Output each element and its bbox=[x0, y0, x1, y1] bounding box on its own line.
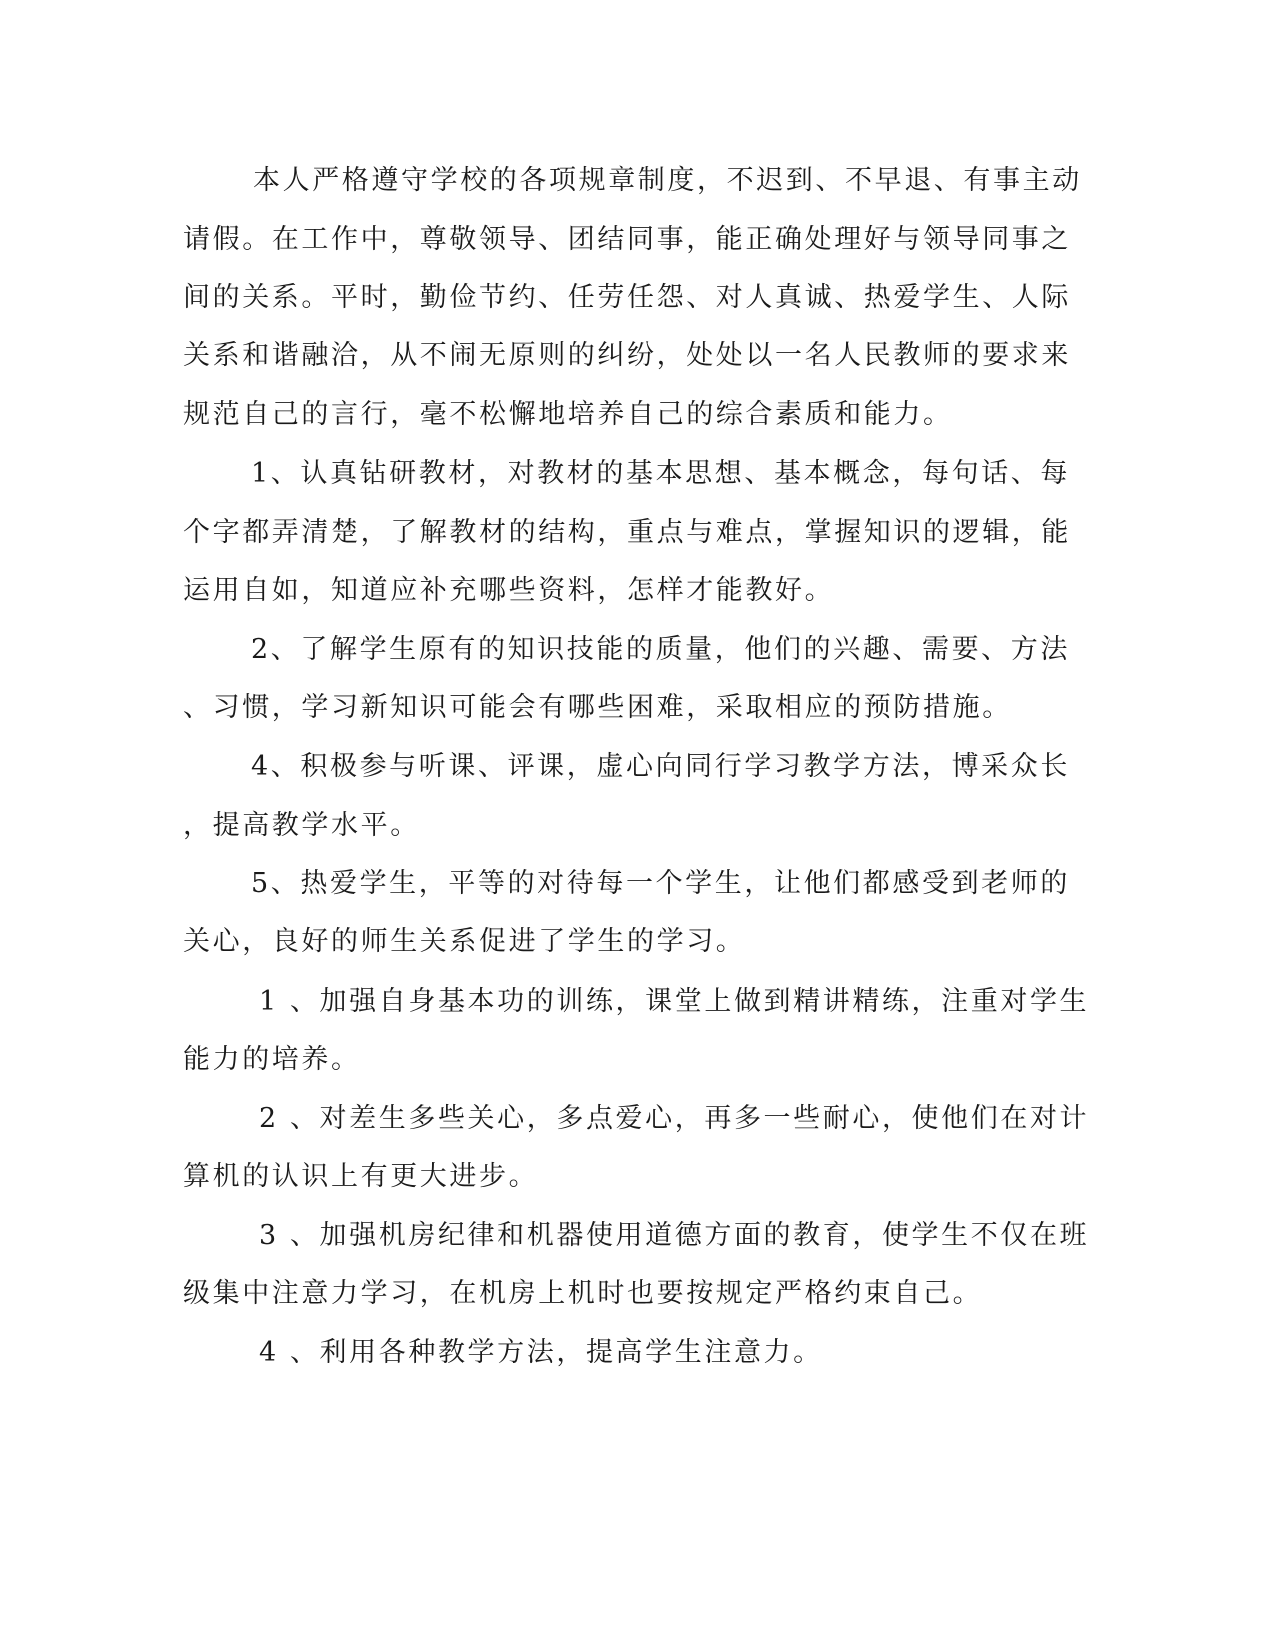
paragraph-line: 2、了解学生原有的知识技能的质量，他们的兴趣、需要、方法 bbox=[251, 634, 1070, 665]
paragraph-line: 4、积极参与听课、评课，虚心向同行学习教学方法，博采众长 bbox=[251, 751, 1070, 782]
paragraph-line: 能力的培养。 bbox=[183, 1044, 361, 1075]
paragraph-line: ，提高教学水平。 bbox=[183, 810, 420, 841]
paragraph-line: 间的关系。平时，勤俭节约、任劳任怨、对人真诚、热爱学生、人际 bbox=[183, 282, 1071, 313]
paragraph-line: 本人严格遵守学校的各项规章制度，不迟到、不早退、有事主动 bbox=[253, 165, 1082, 196]
paragraph-line: 请假。在工作中，尊敬领导、团结同事，能正确处理好与领导同事之 bbox=[183, 224, 1071, 255]
paragraph-line: 关系和谐融洽，从不闹无原则的纠纷，处处以一名人民教师的要求来 bbox=[183, 340, 1071, 371]
paragraph-line: 关心，良好的师生关系促进了学生的学习。 bbox=[183, 926, 746, 957]
paragraph-line: 3 、加强机房纪律和机器使用道德方面的教育，使学生不仅在班 bbox=[259, 1220, 1090, 1251]
paragraph-line: 1 、加强自身基本功的训练，课堂上做到精讲精练，注重对学生 bbox=[259, 986, 1090, 1017]
paragraph-line: 级集中注意力学习，在机房上机时也要按规定严格约束自己。 bbox=[183, 1278, 983, 1309]
paragraph-line: 运用自如，知道应补充哪些资料，怎样才能教好。 bbox=[183, 575, 835, 606]
paragraph-line: 个字都弄清楚，了解教材的结构，重点与难点，掌握知识的逻辑，能 bbox=[183, 517, 1071, 548]
paragraph-line: 4 、利用各种教学方法，提高学生注意力。 bbox=[259, 1337, 823, 1368]
paragraph-line: 规范自己的言行，毫不松懈地培养自己的综合素质和能力。 bbox=[183, 399, 953, 430]
paragraph-line: 算机的认识上有更大进步。 bbox=[183, 1161, 539, 1192]
paragraph-line: 1、认真钻研教材，对教材的基本思想、基本概念，每句话、每 bbox=[251, 458, 1070, 489]
paragraph-line: 、习惯，学习新知识可能会有哪些困难，采取相应的预防措施。 bbox=[183, 692, 1012, 723]
paragraph-line: 2 、对差生多些关心，多点爱心，再多一些耐心，使他们在对计 bbox=[259, 1103, 1090, 1134]
paragraph-line: 5、热爱学生，平等的对待每一个学生，让他们都感受到老师的 bbox=[251, 868, 1070, 899]
